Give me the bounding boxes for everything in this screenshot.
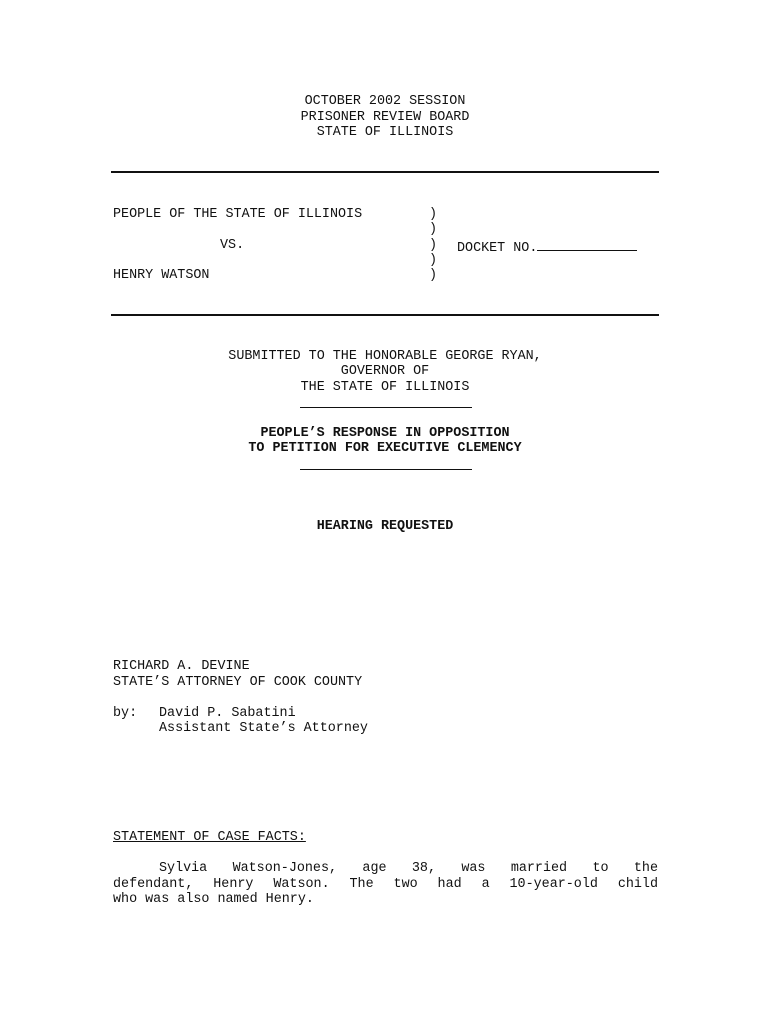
paragraph-line: Sylvia Watson-Jones, age 38, was married to the [159, 861, 658, 876]
board-line: PRISONER REVIEW BOARD [300, 110, 470, 125]
versus-label: VS. [220, 238, 245, 253]
statement-heading: STATEMENT OF CASE FACTS: [113, 830, 306, 845]
attorney-office: STATE’S ATTORNEY OF COOK COUNTY [113, 675, 363, 690]
paragraph-line: who was also named Henry. [113, 892, 314, 907]
defendant-name: HENRY WATSON [113, 268, 210, 283]
assistant-title: Assistant State’s Attorney [159, 721, 368, 736]
caption-paren: ) [429, 222, 438, 237]
response-title-line2: TO PETITION FOR EXECUTIVE CLEMENCY [248, 441, 522, 456]
hearing-requested: HEARING REQUESTED [316, 519, 454, 534]
session-line: OCTOBER 2002 SESSION [304, 94, 466, 109]
state-line: STATE OF ILLINOIS [316, 125, 454, 140]
plaintiff-name: PEOPLE OF THE STATE OF ILLINOIS [113, 207, 363, 222]
governor-line: GOVERNOR OF [340, 364, 430, 379]
short-rule-upper [300, 407, 472, 408]
submitted-to-line: SUBMITTED TO THE HONORABLE GEORGE RYAN, [228, 349, 542, 364]
caption-paren: ) [429, 207, 438, 222]
statement-paragraph [113, 861, 658, 908]
response-title-line1: PEOPLE’S RESPONSE IN OPPOSITION [260, 426, 510, 441]
by-label: by: [113, 706, 138, 721]
caption-paren: ) [429, 253, 438, 268]
caption-paren: ) [429, 268, 438, 283]
caption-bottom-rule [111, 314, 659, 316]
short-rule-lower [300, 469, 472, 470]
docket-blank-line[interactable] [537, 238, 637, 251]
assistant-name: David P. Sabatini [159, 706, 296, 721]
paragraph-line: defendant, Henry Watson. The two had a 10-year-old child [113, 876, 658, 892]
docket-number [457, 238, 637, 257]
caption-paren: ) [429, 238, 438, 253]
top-rule [111, 171, 659, 173]
docket-label: DOCKET NO. [457, 241, 538, 256]
state-of-illinois-line: THE STATE OF ILLINOIS [300, 380, 470, 395]
attorney-name: RICHARD A. DEVINE [113, 659, 250, 674]
